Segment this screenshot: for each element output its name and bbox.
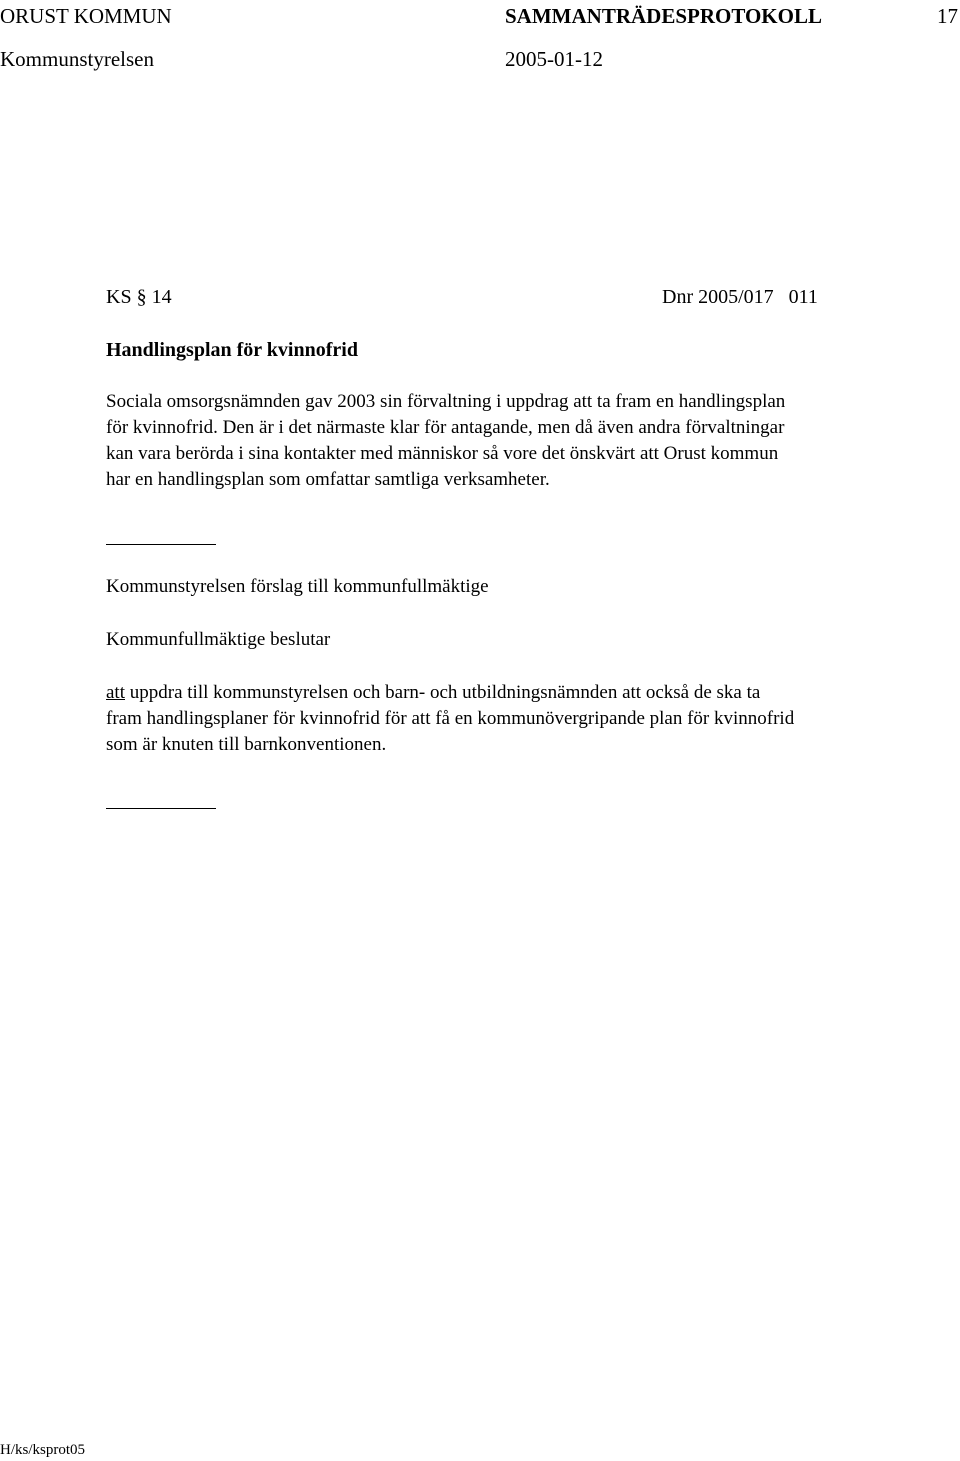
decision-line-1-text: uppdra till kommunstyrelsen och barn- och utbildningsnämnden att också de ska ta xyxy=(125,682,761,703)
case-dnr: Dnr 2005/017 011 xyxy=(662,286,818,308)
proposal-line: Kommunstyrelsen förslag till kommunfullmäktige xyxy=(106,576,489,597)
background-line-1: Sociala omsorgsnämnden gav 2003 sin förvaltning i uppdrag att ta fram en handlingsplan xyxy=(106,391,786,412)
decision-att: att xyxy=(106,682,125,703)
decision-line-2: fram handlingsplaner för kvinnofrid för att få en kommunövergripande plan för kvinnofrid xyxy=(106,708,795,729)
background-line-3: kan vara berörda i sina kontakter med människor så vore det önskvärt att Orust kommun xyxy=(106,443,779,464)
case-title: Handlingsplan för kvinnofrid xyxy=(106,339,358,361)
background-line-2: för kvinnofrid. Den är i det närmaste klar för antagande, men då även andra förvaltningar xyxy=(106,417,785,438)
end-divider xyxy=(106,808,216,809)
document-type: SAMMANTRÄDESPROTOKOLL xyxy=(505,4,822,28)
section-divider xyxy=(106,544,216,545)
decision-line-3: som är knuten till barnkonventionen. xyxy=(106,734,387,755)
background-line-4: har en handlingsplan som omfattar samtliga verksamheter. xyxy=(106,469,550,490)
page-number: 17 xyxy=(937,4,958,28)
case-number: KS § 14 xyxy=(106,286,172,308)
decision-heading: Kommunfullmäktige beslutar xyxy=(106,629,331,650)
org-name: ORUST KOMMUN xyxy=(0,4,172,28)
decision-line-1 xyxy=(106,681,760,705)
footer-path: H/ks/ksprot05 xyxy=(0,1442,86,1458)
meeting-date: 2005-01-12 xyxy=(505,47,603,71)
committee-name: Kommunstyrelsen xyxy=(0,47,154,71)
